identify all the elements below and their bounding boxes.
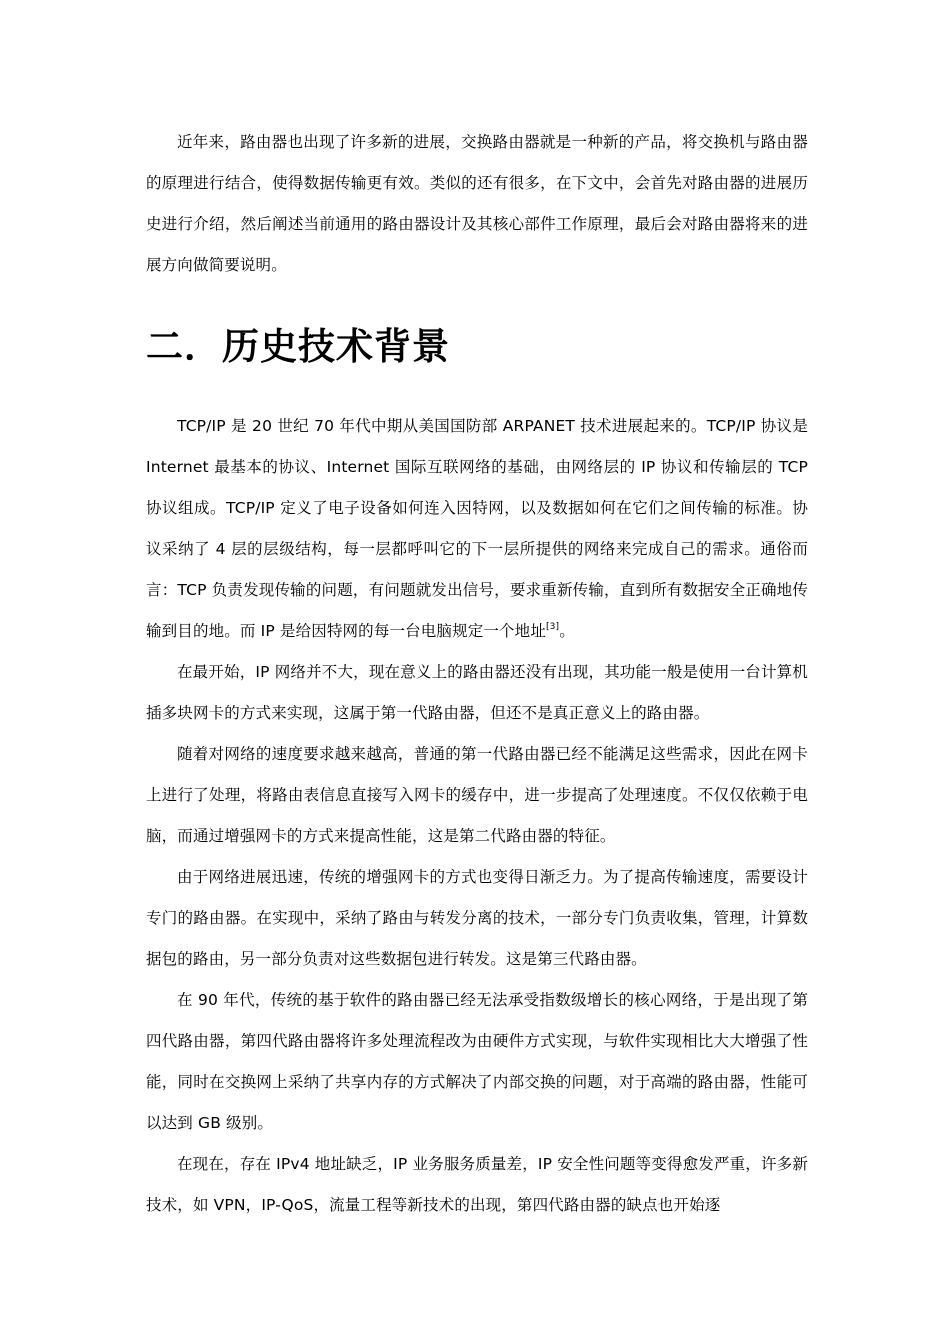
paragraph-third-gen: 由于网络进展迅速，传统的增强网卡的方式也变得日渐乏力。为了提高传输速度，需要设计专门的路由器。在实现中，采纳了路由与转发分离的技术，一部分专门负责收集，管理，计算数据包的路由，另一部分负责对这些数据包进行转发。这是第三代路由器。 (146, 868, 808, 968)
paragraph-fourth-gen: 在 90 年代，传统的基于软件的路由器已经无法承受指数级增长的核心网络，于是出现了第四代路由器，第四代路由器将许多处理流程改为由硬件方式实现，与软件实现相比大大增强了性能，同时在交换网上采纳了共享内存的方式解决了内部交换的问题，对于高端的路由器，性能可以达到 GB 级别。 (146, 991, 808, 1132)
document-page (146, 122, 808, 1226)
paragraph-second-gen: 随着对网络的速度要求越来越高，普通的第一代路由器已经不能满足这些需求，因此在网卡上进行了处理，将路由表信息直接写入网卡的缓存中，进一步提高了处理速度。不仅仅依赖于电脑，而通过增强网卡的方式来提高性能，这是第二代路由器的特征。 (146, 745, 808, 845)
citation-marker[interactable]: [3] (545, 622, 560, 632)
section-heading: 二．历史技术背景 (146, 325, 450, 368)
paragraph-tcpip (146, 406, 808, 652)
paragraph-first-gen: 在最开始，IP 网络并不大，现在意义上的路由器还没有出现，其功能一般是使用一台计算机插多块网卡的方式来实现，这属于第一代路由器，但还不是真正意义上的路由器。 (146, 663, 808, 722)
paragraph-tcpip-text: TCP/IP 是 20 世纪 70 年代中期从美国国防部 ARPANET 技术进展起来的。TCP/IP 协议是 Internet 最基本的协议、Internet 国际互联网络的基础，由网络层的 IP 协议和传输层的 TCP 协议组成。TCP/IP 定义了电子设备如何连入因特网，以及数据如何在它们之间传输的标准。协议采纳了 4 层的层级结构，每一层都呼叫它的下一层所提供的网络来完成自己的需求。通俗而言：TCP 负责发现传输的问题，有问题就发出信号，要求重新传输，直到所有数据安全正确地传输到目的地。而 IP 是给因特网的每一台电脑规定一个地址 (146, 417, 808, 640)
paragraph-tcpip-end: 。 (559, 622, 575, 640)
intro-paragraph: 近年来，路由器也出现了许多新的进展，交换路由器就是一种新的产品，将交换机与路由器的原理进行结合，使得数据传输更有效。类似的还有很多，在下文中，会首先对路由器的进展历史进行介绍，然后阐述当前通用的路由器设计及其核心部件工作原理，最后会对路由器将来的进展方向做简要说明。 (146, 133, 808, 274)
paragraph-current: 在现在，存在 IPv4 地址缺乏，IP 业务服务质量差，IP 安全性问题等变得愈发严重，许多新技术，如 VPN，IP-QoS，流量工程等新技术的出现，第四代路由器的缺点也开始逐 (146, 1155, 808, 1214)
